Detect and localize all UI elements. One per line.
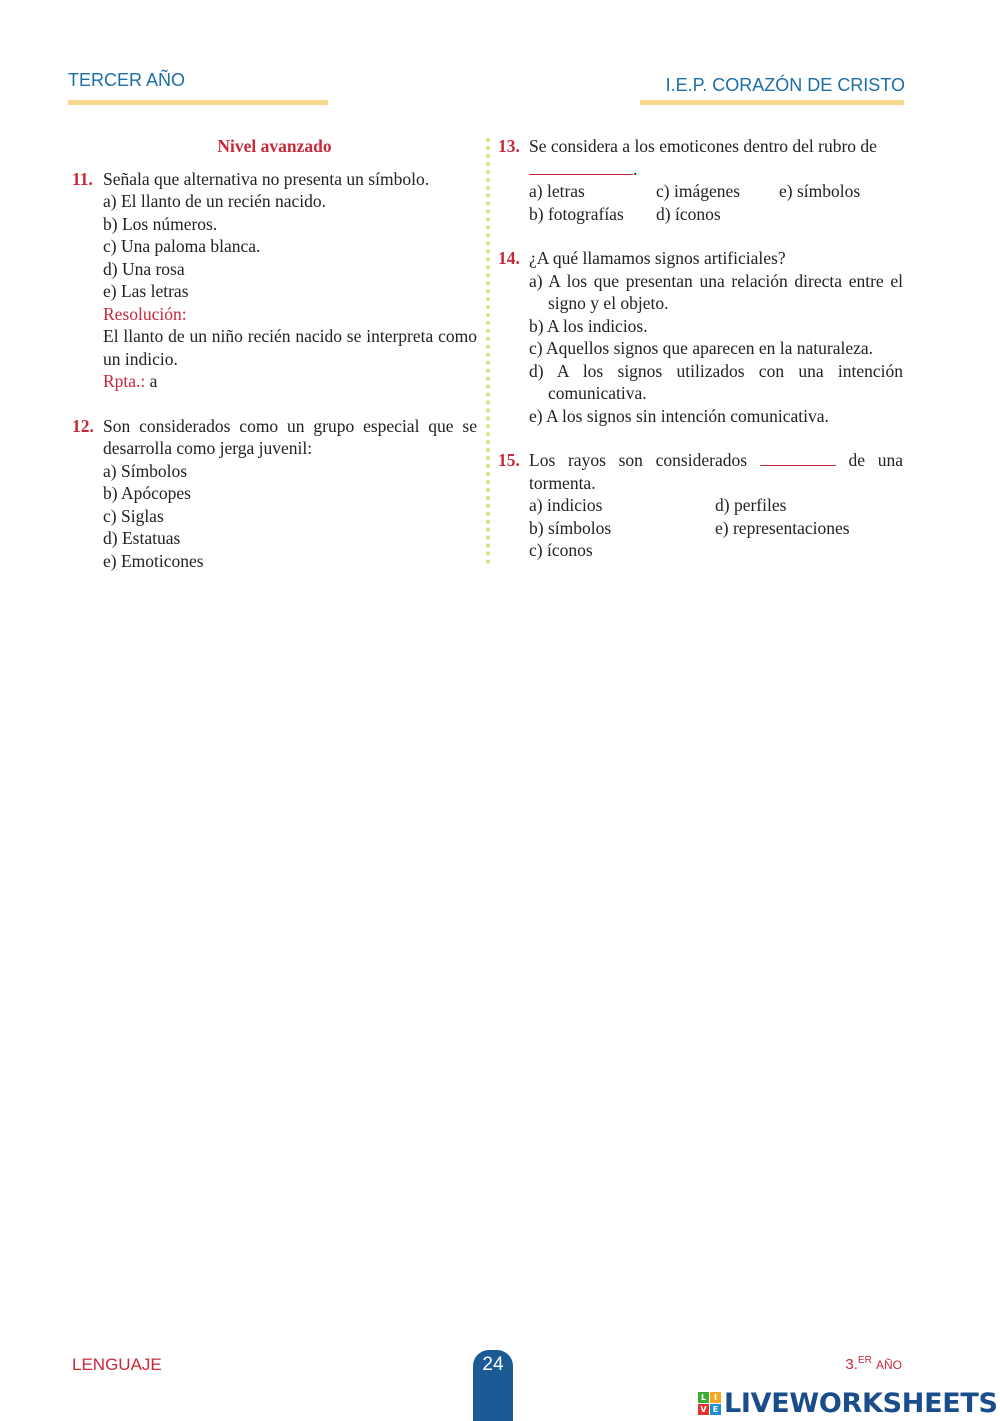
header-left-title: TERCER AÑO	[68, 70, 186, 90]
options-row-1	[529, 494, 903, 517]
liveworksheets-text: LIVEWORKSHEETS	[724, 1388, 998, 1419]
answer-label: Rpta.:	[103, 371, 146, 391]
question-text-end: .	[633, 158, 638, 179]
option-c[interactable]: c) Una paloma blanca.	[103, 236, 261, 256]
question-text: Señala que alternativa no presenta un símbolo.	[103, 168, 430, 189]
footer-grade	[845, 1355, 902, 1373]
option-c[interactable]: c) imágenes	[656, 181, 741, 201]
question-text-start: Los rayos son considerados	[529, 450, 760, 470]
grade-word: AÑO	[875, 1358, 902, 1372]
right-column	[498, 135, 903, 562]
option-a[interactable]: a) letras	[529, 181, 585, 201]
option-b[interactable]: b) símbolos	[529, 517, 612, 538]
question-number: 15.	[498, 450, 520, 470]
question-14	[498, 247, 903, 427]
option-b[interactable]: b) fotografías	[529, 203, 624, 224]
option-e[interactable]: e) Emoticones	[103, 550, 204, 571]
answer-line	[103, 370, 477, 393]
question-number: 13.	[498, 136, 520, 156]
option-d[interactable]: d) íconos	[656, 203, 721, 224]
section-title: Nivel avanzado	[217, 136, 332, 156]
answer-blank[interactable]	[760, 449, 836, 466]
answer-value: a	[145, 371, 158, 391]
question-text: Son considerados como un grupo especial que se desarrolla como jerga juvenil:	[103, 415, 477, 458]
option-c[interactable]: c) Aquellos signos que aparecen en la naturaleza.	[529, 338, 874, 358]
option-d[interactable]: d) perfiles	[715, 495, 787, 515]
option-b[interactable]: b) Apócopes	[103, 483, 191, 503]
question-text	[529, 449, 903, 494]
option-c[interactable]: c) íconos	[529, 540, 593, 560]
question-text: ¿A qué llamamos signos artificiales?	[529, 248, 786, 268]
header-right-title: I.E.P. CORAZÓN DE CRISTO	[665, 75, 905, 95]
question-15	[498, 449, 903, 562]
question-12	[72, 415, 477, 573]
options-row-2	[529, 517, 903, 540]
options-row-3	[529, 539, 903, 562]
resolution-text: El llanto de un niño recién nacido se interpreta como un indicio.	[103, 326, 477, 369]
question-number: 14.	[498, 248, 520, 268]
option-b[interactable]: b) A los indicios.	[529, 315, 648, 336]
grade-number: 3.	[845, 1356, 858, 1373]
answer-blank-line	[529, 158, 903, 181]
liveworksheets-logo-icon: L I V E	[698, 1392, 721, 1415]
answer-blank[interactable]	[529, 158, 633, 175]
page-number-tab	[473, 1350, 513, 1421]
left-column	[72, 135, 477, 572]
option-b[interactable]: b) Los números.	[103, 213, 218, 234]
question-text-end: de una tormenta.	[529, 450, 903, 493]
option-e[interactable]: e) Las letras	[103, 281, 189, 301]
column-divider	[486, 138, 490, 564]
option-e[interactable]: e) representaciones	[715, 517, 850, 538]
header-left-bar	[68, 100, 328, 105]
options-row-1	[529, 180, 903, 203]
page-number: 24	[482, 1354, 504, 1375]
question-text: Se considera a los emoticones dentro del rubro de	[529, 136, 877, 156]
question-number: 11.	[72, 168, 93, 189]
grade-superscript: ER	[857, 1355, 872, 1366]
question-11	[72, 168, 477, 393]
option-d[interactable]: d) A los signos utilizados con una intención comunicativa.	[529, 360, 903, 403]
footer-subject: LENGUAJE	[72, 1355, 162, 1374]
option-c[interactable]: c) Siglas	[103, 505, 164, 526]
option-a[interactable]: a) Símbolos	[103, 460, 188, 481]
option-d[interactable]: d) Una rosa	[103, 258, 185, 279]
option-a[interactable]: a) El llanto de un recién nacido.	[103, 191, 327, 211]
option-e[interactable]: e) A los signos sin intención comunicativa.	[529, 405, 829, 426]
liveworksheets-watermark	[698, 1388, 998, 1419]
option-a[interactable]: a) indicios	[529, 495, 603, 515]
question-number: 12.	[72, 415, 94, 436]
option-e[interactable]: e) símbolos	[779, 181, 861, 201]
question-13	[498, 135, 903, 225]
options-row-2	[529, 203, 903, 226]
option-d[interactable]: d) Estatuas	[103, 528, 181, 548]
resolution-label: Resolución:	[103, 303, 187, 324]
header-right-bar	[640, 100, 904, 105]
option-a[interactable]: a) A los que presentan una relación directa entre el signo y el objeto.	[529, 270, 903, 313]
